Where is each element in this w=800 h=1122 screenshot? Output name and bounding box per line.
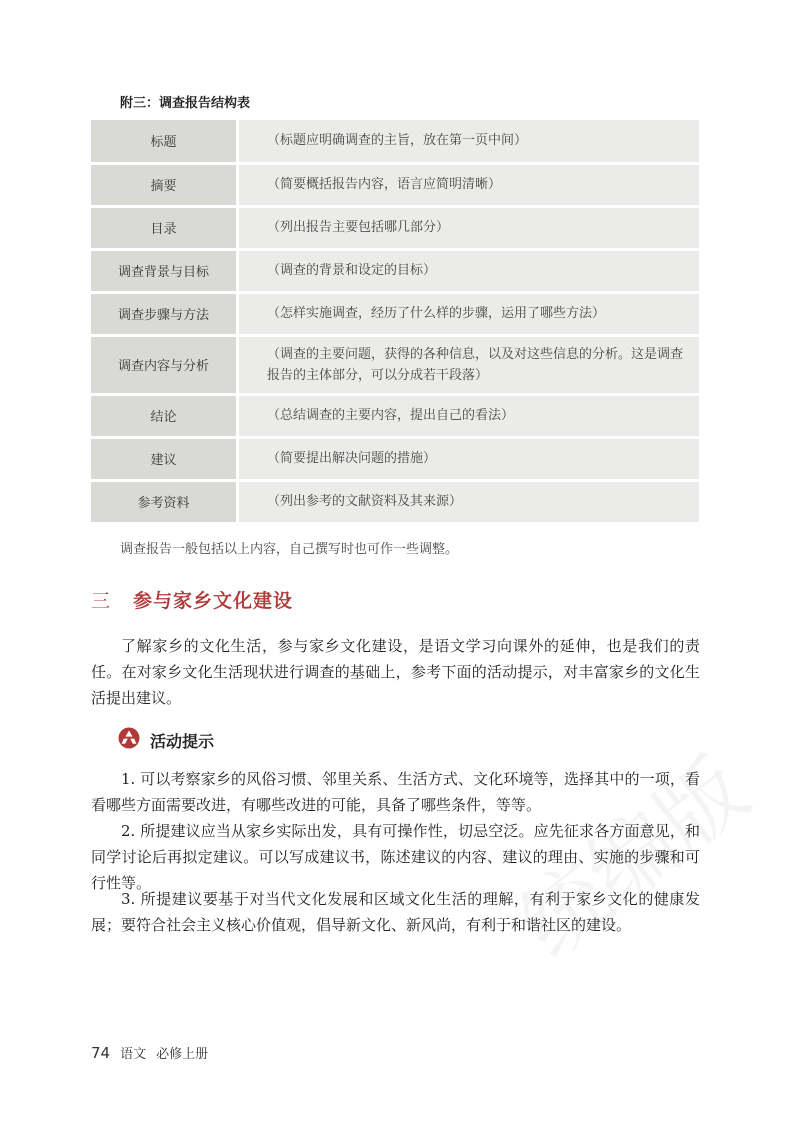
table-row	[91, 292, 699, 335]
activity-title: 活动提示	[150, 731, 215, 751]
row-desc: （调查的主要问题，获得的各种信息，以及对这些信息的分析。这是调查报告的主体部分，可以分成若干段落）	[238, 335, 700, 394]
row-name: 结论	[91, 394, 238, 437]
appendix-title: 附三：调查报告结构表	[120, 96, 251, 111]
row-desc: （列出报告主要包括哪几部分）	[238, 206, 700, 249]
row-name: 调查内容与分析	[91, 335, 238, 394]
footer-subject: 语文	[120, 1047, 147, 1062]
page-number: 74	[91, 1044, 111, 1062]
table-row	[91, 437, 699, 480]
row-name: 标题	[91, 120, 238, 163]
activity-item: 1. 可以考察家乡的风俗习惯、邻里关系、生活方式、文化环境等，选择其中的一项，看看哪些方面需要改进，有哪些改进的可能，具备了哪些条件，等等。	[91, 770, 700, 814]
table-row	[91, 120, 699, 163]
watermark	[489, 724, 769, 981]
row-name: 建议	[91, 437, 238, 480]
intro-paragraph: 了解家乡的文化生活，参与家乡文化建设，是语文学习向课外的延伸，也是我们的责任。在对家乡文化生活现状进行调查的基础上，参考下面的活动提示，对丰富家乡的文化生活提出建议。	[91, 637, 700, 707]
section-heading	[91, 586, 293, 613]
activity-tip-icon	[118, 727, 140, 753]
row-name: 调查背景与目标	[91, 249, 238, 292]
row-name: 调查步骤与方法	[91, 292, 238, 335]
activity-item: 2. 所提建议应当从家乡实际出发，具有可操作性，切忌空泛。应先征求各方面意见，和同学讨论后再拟定建议。可以写成建议书，陈述建议的内容、建议的理由、实施的步骤和可行性等。	[91, 822, 700, 892]
section-number: 三	[91, 590, 112, 612]
activity-item: 3. 所提建议要基于对当代文化发展和区域文化生活的理解，有利于家乡文化的健康发展；要符合社会主义核心价值观，倡导新文化、新风尚，有利于和谐社区的建设。	[91, 890, 700, 934]
row-name: 参考资料	[91, 480, 238, 523]
table-row	[91, 206, 699, 249]
table-row	[91, 394, 699, 437]
row-desc: （总结调查的主要内容，提出自己的看法）	[238, 394, 700, 437]
row-desc: （简要提出解决问题的措施）	[238, 437, 700, 480]
page-footer	[91, 1043, 208, 1062]
table-row	[91, 249, 699, 292]
row-desc: （简要概括报告内容，语言应简明清晰）	[238, 163, 700, 206]
row-name: 目录	[91, 206, 238, 249]
report-structure-table	[91, 120, 699, 525]
row-desc: （标题应明确调查的主旨，放在第一页中间）	[238, 120, 700, 163]
table-row	[91, 335, 699, 394]
row-desc: （调查的背景和设定的目标）	[238, 249, 700, 292]
table-row	[91, 163, 699, 206]
row-name: 摘要	[91, 163, 238, 206]
activity-heading	[118, 728, 214, 752]
section-title: 参与家乡文化建设	[133, 590, 294, 612]
table-note: 调查报告一般包括以上内容，自己撰写时也可作一些调整。	[120, 542, 459, 557]
row-desc: （怎样实施调查，经历了什么样的步骤，运用了哪些方法）	[238, 292, 700, 335]
table-row	[91, 480, 699, 523]
footer-book: 必修上册	[156, 1047, 209, 1062]
row-desc: （列出参考的文献资料及其来源）	[238, 480, 700, 523]
